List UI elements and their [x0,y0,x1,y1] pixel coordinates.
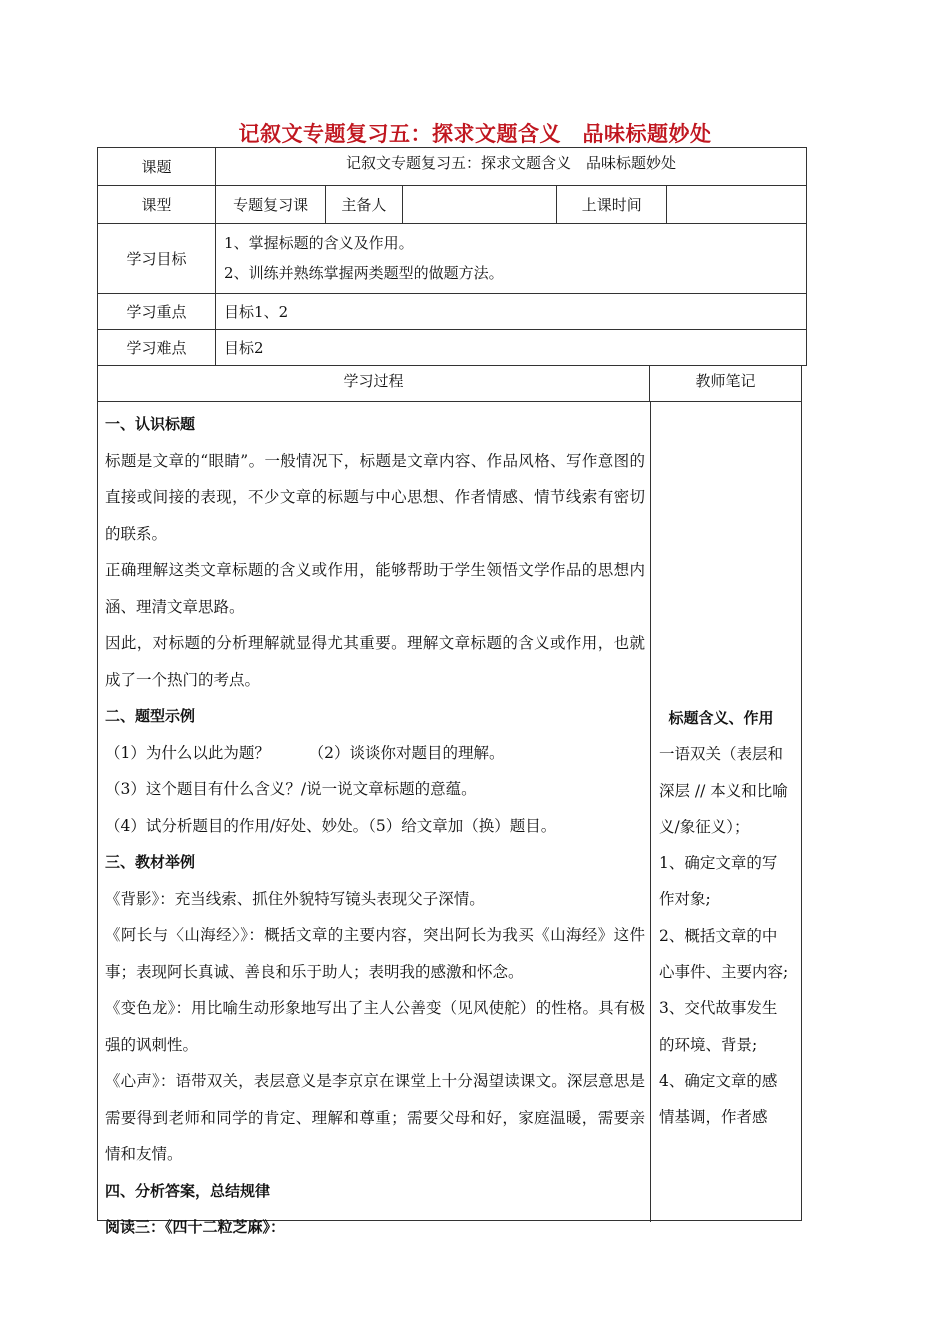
note-item: 1、确定文章的写作对象; [659,854,778,909]
paragraph: 正确理解这类文章标题的含义或作用，能够帮助于学生领悟文学作品的思想内涵、理清文章思路。 [105,561,645,616]
key-label: 学习重点 [98,294,216,330]
paragraph: 《变色龙》：用比喻生动形象地写出了主人公善变（见风使舵）的性格。具有极强的讽刺性。 [105,999,645,1054]
key-value: 目标1、2 [216,294,807,330]
lesson-info-table [97,147,807,366]
topic-value: 记叙文专题复习五：探求文题含义 品味标题妙处 [216,148,807,186]
goal-label: 学习目标 [98,224,216,294]
column-divider [650,402,651,1222]
section-heading: 三、教材举例 [105,853,196,871]
paragraph: 标题是文章的“眼睛”。一般情况下，标题是文章内容、作品风格、写作意图的直接或间接的表现，不少文章的标题与中心思想、作者情感、情节线索有密切的联系。 [105,451,645,543]
process-content [105,406,645,1246]
page-title: 记叙文专题复习五：探求文题含义 品味标题妙处 [238,122,712,146]
goal-item: 1、掌握标题的含义及作用。 [224,234,414,252]
process-table [97,365,802,1236]
notes-title: 标题含义、作用 [668,709,774,727]
process-header: 学习过程 [98,366,650,402]
paragraph: （3）这个题目有什么含义？/说一说文章标题的意蕴。 [105,780,477,798]
paragraph: 《阿长与〈山海经〉》：概括文章的主要内容，突出阿长为我买《山海经》这件事；表现阿长真诚、善良和乐于助人；表明我的感激和怀念。 [105,926,645,981]
teacher-notes [659,700,789,1136]
note-item: 3、交代故事发生的环境、背景; [659,999,778,1054]
section-heading: 四、分析答案，总结规律 [105,1181,271,1200]
paragraph: 《心声》：语带双关，表层意义是李京京在课堂上十分渴望读课文。深层意思是需要得到老师和同学的肯定、理解和尊重；需要父母和好，家庭温暖，需要亲情和友情。 [105,1072,645,1163]
notes-header: 教师笔记 [650,366,801,402]
paragraph: 因此，对标题的分析理解就显得尤其重要。理解文章标题的含义或作用，也就成了一个热门的考点。 [105,634,645,689]
goal-list [216,224,807,294]
paragraph: 《背影》：充当线索、抓住外貌特写镜头表现父子深情。 [105,889,485,908]
topic-label: 课题 [98,148,216,186]
note-item: 一语双关（表层和深层 // 本义和比喻义/象征义）； [659,745,788,836]
preparer-value [402,186,557,224]
time-value [667,186,807,224]
difficulty-value: 目标2 [216,330,807,366]
goal-item: 2、训练并熟练掌握两类题型的做题方法。 [224,264,504,282]
section-heading: 阅读三：《四十二粒芝麻》： [105,1218,286,1236]
section-heading: 二、题型示例 [105,707,196,725]
type-label: 课型 [98,186,216,224]
paragraph: （4）试分析题目的作用/好处、妙处。（5）给文章加（换）题目。 [105,816,557,835]
note-item: 2、概括文章的中心事件、主要内容; [659,926,789,982]
paragraph: （1）为什么以此为题？ （2）谈谈你对题目的理解。 [105,743,505,762]
note-item: 4、确定文章的感情基调，作者感 [659,1071,778,1127]
section-heading: 一、认识标题 [105,415,196,433]
time-label: 上课时间 [557,186,667,224]
difficulty-label: 学习难点 [98,330,216,366]
type-value: 专题复习课 [216,186,326,224]
preparer-label: 主备人 [326,186,402,224]
